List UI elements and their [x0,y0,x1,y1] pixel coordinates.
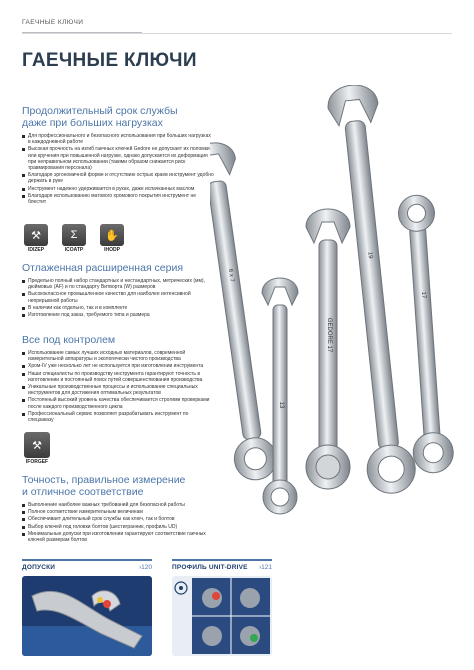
sigma-icon: Σ [62,224,86,246]
ring-wrench-17 [395,194,454,474]
header-divider [22,33,452,34]
bullet-item: Благодаря использованию матового хромового покрытия инструмент не блестит [22,193,214,205]
section-series [22,262,214,319]
bullet-item: Уникальные производственные процессы и использование специальных инструментов для достижения оптимальных результатов [22,384,214,396]
bullet-list [22,278,214,318]
bullet-item: Выполнение наиболее важных требований для безопасной работы [22,502,214,508]
section-precision [22,474,214,544]
page-title: ГАЕЧНЫЕ КЛЮЧИ [22,50,197,71]
bullet-item: Профессиональный сервис позволяет разрабатывать инструмент по спецзаказу [22,411,214,423]
combination-wrench-13 [262,278,298,514]
xref-unit-drive-bar[interactable] [172,559,272,573]
bullet-item: Благодаря эргономичной форме и отсутствию острых краев инструмент удобно держать в руке [22,172,214,184]
badge-idizep [22,224,50,253]
combination-wrench-6x7 [210,140,280,483]
wrench-marking: 13 [278,401,284,409]
wrench-marking: 19 [366,251,374,259]
bullet-item: Минимальные допуски при изготовлении гарантируют соответствие гаечных ключей размерам болтов [22,531,214,543]
heading-line: даже при больших нагрузках [22,117,163,129]
bullet-item: Для профессионального и безопасного использования при больших нагрузках в каждодневной работе [22,133,214,145]
badge-label: IHODP [104,247,120,253]
bullet-item: Изготовление под заказ, требуемого типа и размера [22,312,214,318]
xref-page[interactable]: ›121 [258,563,272,571]
bullet-item: Хром-IV уже несколько лет не используется при изготовлении инструмента [22,363,214,369]
xref-tolerances-bar[interactable] [22,559,152,573]
hand-icon: ✋ [100,224,124,246]
combination-wrench-19 [326,85,419,496]
section-heading: Все под контролем [22,334,116,346]
wrench-marking: GEDORE 17 [326,317,332,353]
header-label: ГАЕЧНЫЕ КЛЮЧИ [22,19,84,26]
badge-label: IDIZEP [27,247,45,253]
wrench-marking: 17 [419,291,427,299]
section-durability [22,105,214,206]
bullet-item: Постоянный высокий уровень качества обеспечивается строгими проверками после каждого производственного цикла [22,397,214,409]
xref-label: ДОПУСКИ [22,563,56,571]
bullet-item: Наши специалисты по производству инструмента гарантируют точность в изготовлении и постоянный поиск путей совершенствования производства [22,371,214,383]
heading-line: Продолжительный срок службы [22,105,178,117]
xref-label: ПРОФИЛЬ UNIT-DRIVE [172,563,248,571]
bullet-list [22,502,214,543]
section-heading [22,105,214,129]
badge-iforgef [22,432,52,465]
badge-ihodp [98,224,126,253]
badge-label: IFORGEF [25,459,49,465]
wrench-marking: 6 x 7 [226,268,235,283]
bullet-item: Высококлассное промышленное качество для наиболее интенсивной непрерывной работы [22,291,214,303]
heading-line: Точность, правильное измерение [22,474,186,486]
badge-icoatp [60,224,88,253]
bullet-list [22,350,214,423]
bullet-list [22,133,214,205]
tolerances-thumbnail [22,576,152,656]
badge-label: ICOATP [64,247,84,253]
bullet-item: Выбор ключей под головки болтов (шестигранник, профиль UD) [22,524,214,530]
bullet-item: Использование самых лучших исходных материалов, современной измерительной аппаратуры и экологически чистого производства [22,350,214,362]
wrench-illustration [210,85,462,555]
bullet-item: Высокая прочность на изгиб гаечных ключей Gedore не допускает их поломки или кручения при повышенной нагрузке, однако допускается их деформация при неправильном использовании (такими образом снижается риск травмирования персонала) [22,146,214,171]
heading-line: и отличное соответствие [22,486,144,498]
bullet-item: Обеспечивает длительный срок службы как ключ, так и болтов [22,516,214,522]
section-control [22,334,214,424]
anvil-icon: ⚒ [24,224,48,246]
bullet-item: Предельно полный набор стандартных и нестандартных, метрических (мм), дюймовых (AF) и по стандарту Витворта (W) размеров [22,278,214,290]
bullet-item: Полное соответствие измерительным величинам [22,509,214,515]
bullet-item: В наличии как отдельно, так и в комплекте [22,305,214,311]
bullet-item: Инструмент надежно удерживается в руках, даже испачканных маслом [22,186,214,192]
xref-page[interactable]: ›120 [138,563,152,571]
section-heading: Отлаженная расширенная серия [22,262,184,274]
unit-drive-thumbnail [172,576,272,656]
anvil-icon: ⚒ [24,432,50,458]
ratchet-wrench-17 [306,209,350,489]
badge-row [22,224,126,253]
section-heading [22,474,214,498]
